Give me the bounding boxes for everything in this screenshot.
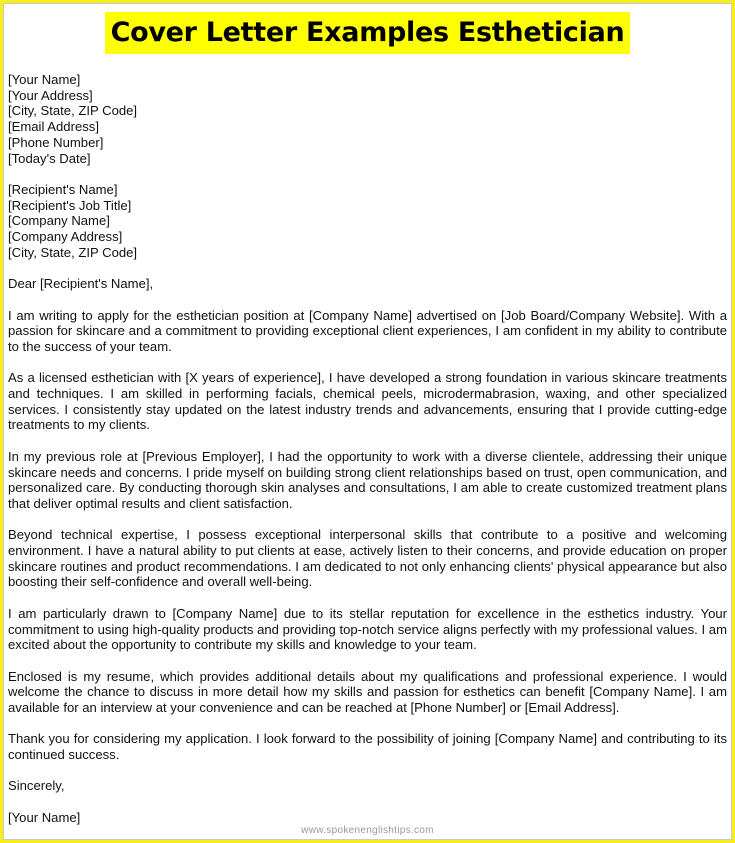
sender-line: [Your Address] <box>8 87 93 103</box>
paragraph: Beyond technical expertise, I possess exceptional interpersonal skills that contribute to a positive and welcoming environment. I have a natural ability to put clients at ease, actively listen to their concerns, and provide education on proper skincare routines and product recommendations. I am dedicated to not only enhancing clients' physical appearance but also boosting their self-confidence and overall well-being. <box>8 527 727 590</box>
paragraph: I am particularly drawn to [Company Name] due to its stellar reputation for excellence in the esthetics industry. Your commitment to using high-quality products and providing top-notch service aligns perfectly with my professional values. I am excited about the opportunity to contribute my skills and knowledge to your team. <box>8 605 727 653</box>
sender-line: [Email Address] <box>8 119 99 135</box>
recipient-line: [Recipient's Name] <box>8 181 118 197</box>
sender-address <box>8 72 727 166</box>
recipient-line: [Company Address] <box>8 229 123 245</box>
recipient-line: [Recipient's Job Title] <box>8 197 132 213</box>
paragraph: I am writing to apply for the esthetician position at [Company Name] advertised on [Job Board/Company Website]. With a passion for skincare and a commitment to providing exceptional client experiences, I am confident in my ability to contribute to the success of your team. <box>8 307 727 354</box>
paragraph: Thank you for considering my application. I look forward to the possibility of joining [Company Name] and contributing to its continued success. <box>8 731 727 763</box>
recipient-line: [City, State, ZIP Code] <box>8 244 138 260</box>
closing: Sincerely, <box>8 778 65 794</box>
salutation: Dear [Recipient's Name], <box>8 276 154 292</box>
recipient-line: [Company Name] <box>8 213 110 229</box>
signature: [Your Name] <box>8 809 81 825</box>
recipient-address <box>8 182 727 261</box>
letter-body <box>8 72 727 826</box>
watermark: www.spokenenglishtips.com <box>301 825 434 836</box>
sender-line: [Your Name] <box>8 72 81 87</box>
sender-line: [City, State, ZIP Code] <box>8 103 138 119</box>
page-title: Cover Letter Examples Esthetician <box>105 12 631 54</box>
title-wrap <box>0 12 735 54</box>
sender-line: [Phone Number] <box>8 134 104 150</box>
paragraph: As a licensed esthetician with [X years of experience], I have developed a strong foundation in various skincare treatments and techniques. I am skilled in performing facials, chemical peels, microdermabrasion, waxing, and other specialized services. I consistently stay updated on the latest industry trends and advancements, ensuring that I provide cutting-edge treatments to my clients. <box>8 370 727 433</box>
paragraph: Enclosed is my resume, which provides additional details about my qualifications and professional experience. I would welcome the chance to discuss in more detail how my skills and passion for esthetics can benefit [Company Name]. I am available for an interview at your convenience and can be reached at [Phone Number] or [Email Address]. <box>8 668 727 715</box>
sender-line: [Today's Date] <box>8 150 91 166</box>
paragraph: In my previous role at [Previous Employer], I had the opportunity to work with a diverse clientele, addressing their unique skincare needs and concerns. I pride myself on building strong client relationships based on trust, open communication, and personalized care. By conducting thorough skin analyses and consultations, I am able to create customized treatment plans that deliver optimal results and client satisfaction. <box>8 448 727 511</box>
